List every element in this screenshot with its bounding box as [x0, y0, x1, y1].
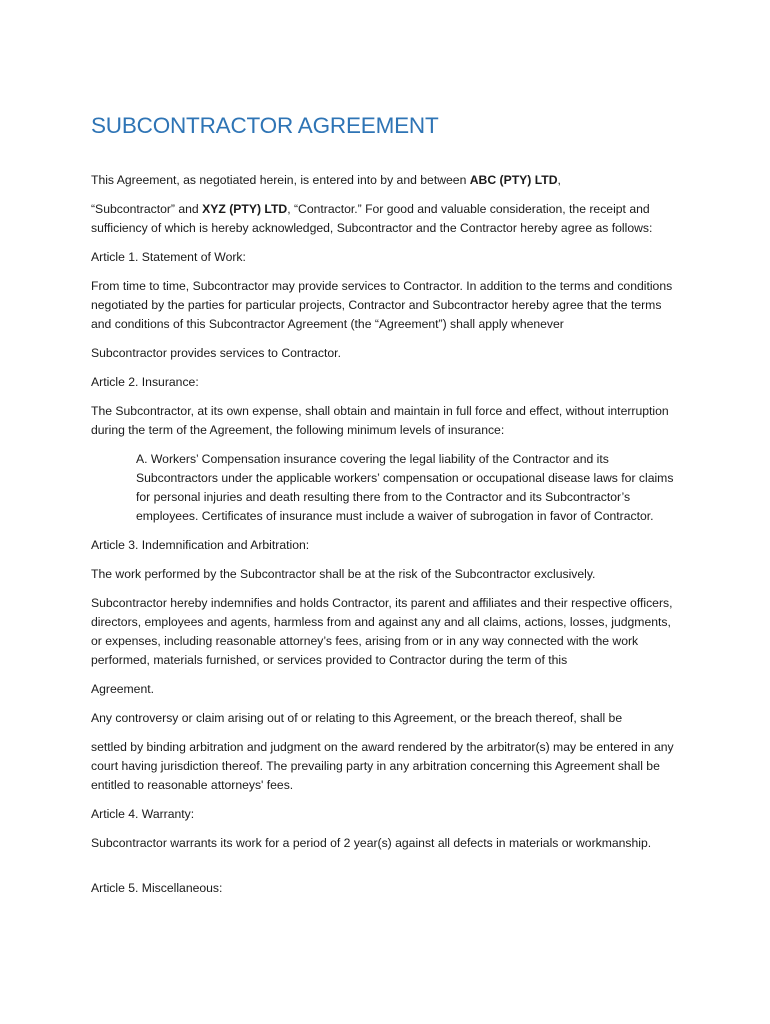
article-2-item-a: A. Workers’ Compensation insurance covering the legal liability of the Contractor and its Subcontractors under the applicable workers’ compensation or occupational disease laws for claims for personal injuries and death resulting there from to the Contractor and its Subcontractor’s employees. Certificates of insurance must include a waiver of subrogation in favor of Contractor.: [136, 452, 674, 523]
article-5-heading: Article 5. Miscellaneous:: [91, 881, 223, 895]
intro-text-2-start: “Subcontractor” and: [91, 202, 203, 216]
article-3-paragraph-1: The work performed by the Subcontractor shall be at the risk of the Subcontractor exclusively.: [91, 567, 596, 581]
party-abc: ABC (PTY) LTD: [469, 173, 558, 187]
party-xyz: XYZ (PTY) LTD: [202, 202, 288, 216]
article-3-paragraph-2-continued: Agreement.: [91, 682, 155, 696]
intro-paragraph-2: [91, 200, 683, 238]
document-body: [91, 112, 683, 908]
article-4-body: Subcontractor warrants its work for a period of 2 year(s) against all defects in materials or workmanship.: [91, 836, 652, 850]
intro-text: This Agreement, as negotiated herein, is entered into by and between: [91, 173, 470, 187]
article-2-heading: Article 2. Insurance:: [91, 375, 199, 389]
article-4-heading: Article 4. Warranty:: [91, 807, 195, 821]
document-title: SUBCONTRACTOR AGREEMENT: [91, 113, 439, 138]
article-3-heading: Article 3. Indemnification and Arbitration:: [91, 538, 310, 552]
intro-paragraph-1: [91, 171, 683, 190]
article-1-body-continued: Subcontractor provides services to Contractor.: [91, 346, 341, 360]
intro-text-2-end: , “Contractor.” For good and valuable consideration, the receipt and sufficiency of which is hereby acknowledged, Subcontractor and the Contractor hereby agree as follows:: [91, 202, 653, 235]
article-3-paragraph-2: Subcontractor hereby indemnifies and holds Contractor, its parent and affiliates and their respective officers, directors, employees and agents, harmless from and against any and all claims, actions, losses, judgments, or expenses, including reasonable attorney’s fees, arising from or in any way connected with the work performed, materials furnished, or services provided to Contractor during the term of this: [91, 596, 673, 667]
article-1-heading: Article 1. Statement of Work:: [91, 250, 246, 264]
intro-text-end: ,: [557, 173, 561, 187]
article-3-paragraph-4: settled by binding arbitration and judgment on the award rendered by the arbitrator(s) may be entered in any court having jurisdiction thereof. The prevailing party in any arbitration concerning this Agreement shall be entitled to reasonable attorneys' fees.: [91, 740, 674, 792]
article-1-body: From time to time, Subcontractor may provide services to Contractor. In addition to the terms and conditions negotiated by the parties for particular projects, Contractor and Subcontractor hereby agree that the terms and conditions of this Subcontractor Agreement (the “Agreement”) shall apply whenever: [91, 279, 673, 331]
article-2-body: The Subcontractor, at its own expense, shall obtain and maintain in full force and effect, without interruption during the term of the Agreement, the following minimum levels of insurance:: [91, 404, 669, 437]
article-3-paragraph-3: Any controversy or claim arising out of or relating to this Agreement, or the breach thereof, shall be: [91, 711, 623, 725]
